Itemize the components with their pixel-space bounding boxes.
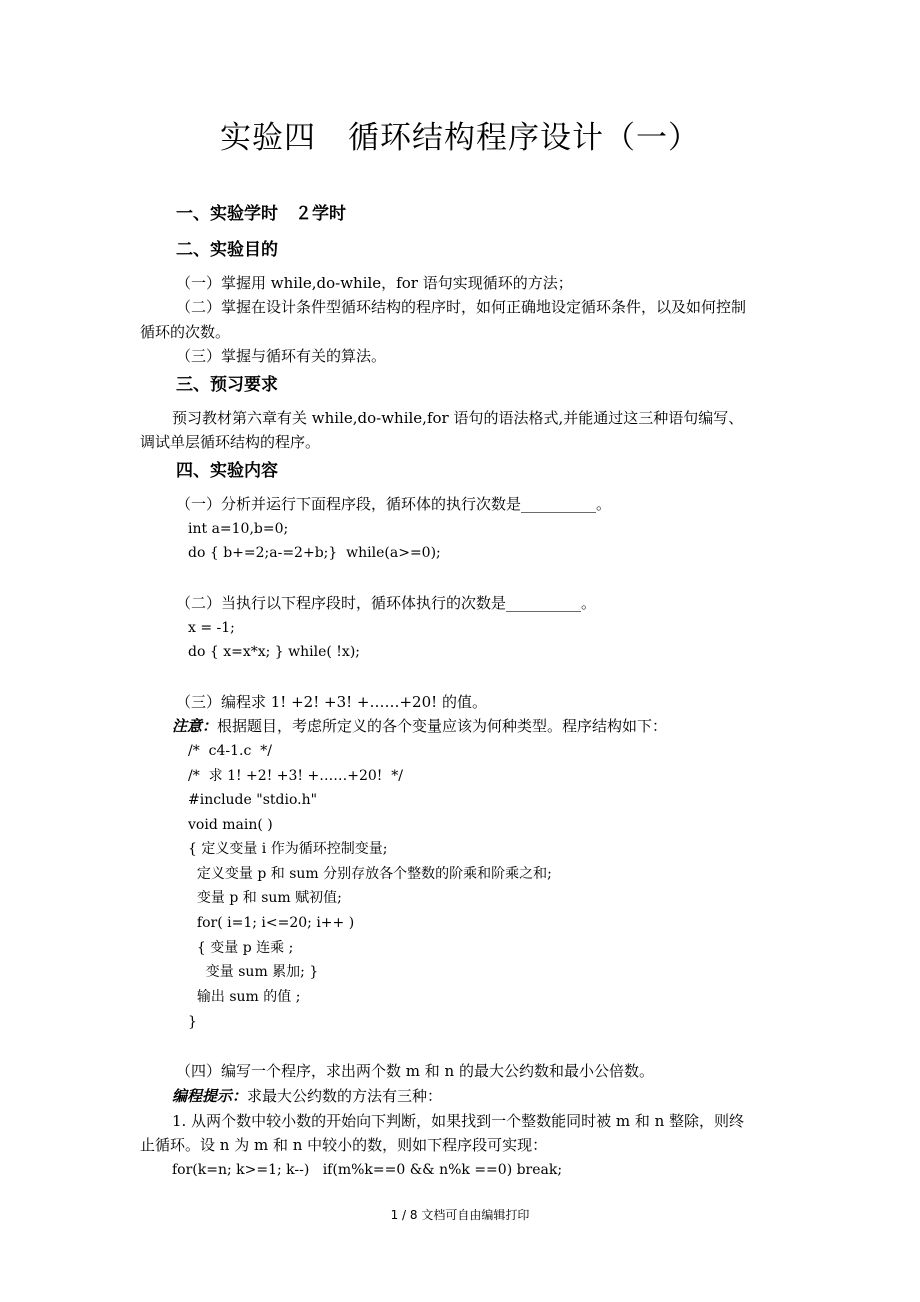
code-line: 输出 sum 的值 ; bbox=[188, 989, 301, 1005]
objective-line: （二）掌握在设计条件型循环结构的程序时，如何正确地设定循环条件，以及如何控制 bbox=[176, 298, 747, 316]
question-1: （一）分析并运行下面程序段，循环体的执行次数是__________。 bbox=[176, 495, 612, 513]
code-line: { 变量 p 连乘 ; bbox=[188, 940, 294, 956]
page-title: 实验四 循环结构程序设计（一） bbox=[220, 120, 700, 156]
code-line: 定义变量 p 和 sum 分别存放各个整数的阶乘和阶乘之和; bbox=[188, 866, 552, 882]
note-text: 根据题目，考虑所定义的各个变量应该为何种类型。程序结构如下： bbox=[217, 717, 668, 735]
hint-text: 求最大公约数的方法有三种： bbox=[247, 1087, 443, 1105]
code-line: int a=10,b=0; bbox=[188, 521, 289, 537]
code-line: x = -1; bbox=[188, 620, 235, 636]
code-line: 变量 sum 累加; } bbox=[188, 964, 319, 980]
paragraph-line: 1. 从两个数中较小数的开始向下判断，如果找到一个整数能同时被 m 和 n 整除，则终 bbox=[172, 1112, 745, 1130]
objective-line: 循环的次数。 bbox=[140, 323, 231, 341]
hint-label: 编程提示： bbox=[172, 1087, 248, 1105]
section-heading-objectives: 二、实验目的 bbox=[176, 240, 278, 260]
question-4: （四）编写一个程序，求出两个数 m 和 n 的最大公约数和最小公倍数。 bbox=[176, 1062, 654, 1080]
section-heading-hours: 一、实验学时 ２学时 bbox=[176, 204, 346, 224]
code-line: for(k=n; k>=1; k--) if(m%k==0 && n%k ==0) break; bbox=[172, 1162, 563, 1178]
section-heading-preview: 三、预习要求 bbox=[176, 375, 278, 395]
note-label: 注意： bbox=[172, 717, 218, 735]
objective-line: （一）掌握用 while,do-while，for 语句实现循环的方法； bbox=[176, 274, 573, 292]
preview-line: 预习教材第六章有关 while,do-while,for 语句的语法格式,并能通过这三种语句编写、 bbox=[172, 409, 744, 427]
code-line: void main( ) bbox=[188, 817, 273, 833]
code-line: /* 求 1! +2! +3! +……+20! */ bbox=[188, 768, 403, 784]
question-2: （二）当执行以下程序段时，循环体执行的次数是__________。 bbox=[176, 594, 597, 612]
code-line: } bbox=[188, 1014, 197, 1030]
code-line: do { x=x*x; } while( !x); bbox=[188, 644, 360, 660]
question-3: （三）编程求 1! +2! +3! +……+20! 的值。 bbox=[176, 693, 487, 711]
code-line: for( i=1; i<=20; i++ ) bbox=[188, 915, 355, 931]
paragraph-line: 止循环。设 n 为 m 和 n 中较小的数，则如下程序段可实现： bbox=[140, 1136, 548, 1154]
section-heading-content: 四、实验内容 bbox=[176, 461, 278, 481]
code-line: 变量 p 和 sum 赋初值; bbox=[188, 890, 342, 906]
code-line: /* c4-1.c */ bbox=[188, 743, 272, 759]
code-line: #include "stdio.h" bbox=[188, 792, 318, 808]
preview-line: 调试单层循环结构的程序。 bbox=[140, 433, 321, 451]
page-footer: 1 / 8 文档可自由编辑打印 bbox=[390, 1208, 530, 1222]
objective-line: （三）掌握与循环有关的算法。 bbox=[176, 347, 387, 365]
code-line: do { b+=2;a-=2+b;} while(a>=0); bbox=[188, 545, 441, 561]
hint-paragraph bbox=[172, 1086, 442, 1106]
note-paragraph bbox=[172, 716, 667, 736]
code-line: { 定义变量 i 作为循环控制变量; bbox=[188, 841, 388, 857]
